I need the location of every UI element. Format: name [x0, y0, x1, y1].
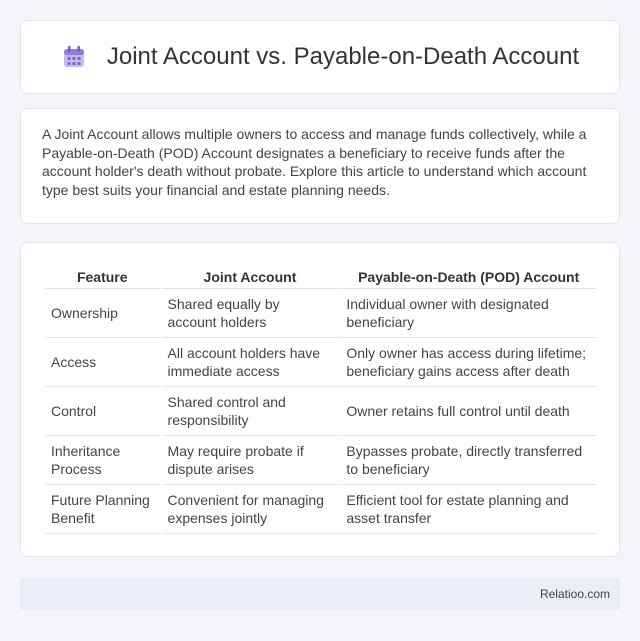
intro-text: A Joint Account allows multiple owners to access and manage funds collectively, while a Payable-on-Death (POD) Account designates a beneficiary to receive funds after the account holder's death without probate. Explore this article to understand which account type best suits your financial and estate planning needs. [42, 126, 587, 198]
table-row [45, 387, 597, 436]
table-cell: Shared control and responsibility [162, 387, 339, 436]
footer [20, 578, 620, 610]
intro-card [20, 108, 620, 224]
footer-brand-link[interactable]: Relatioo.com [539, 587, 610, 601]
column-header-pod: Payable-on-Death (POD) Account [340, 263, 597, 289]
table-cell: Inheritance Process [45, 436, 160, 485]
table-cell: Only owner has access during lifetime; beneficiary gains access after death [340, 338, 597, 387]
column-header-joint: Joint Account [162, 263, 339, 289]
table-cell: Convenient for managing expenses jointly [162, 485, 339, 534]
table-header-row [45, 263, 597, 289]
comparison-card [20, 242, 620, 557]
table-cell: Access [45, 338, 160, 387]
table-row [45, 485, 597, 534]
column-header-feature: Feature [45, 263, 160, 289]
table-row [45, 436, 597, 485]
page-title: Joint Account vs. Payable-on-Death Account [106, 43, 580, 70]
table-row [45, 289, 597, 338]
table-cell: Efficient tool for estate planning and asset transfer [340, 485, 597, 534]
table-cell: Individual owner with designated beneficiary [340, 289, 597, 338]
title-card [20, 20, 620, 94]
table-cell: Control [45, 387, 160, 436]
table-cell: All account holders have immediate access [162, 338, 339, 387]
calendar-icon [61, 44, 87, 70]
table-cell: Future Planning Benefit [45, 485, 160, 534]
table-cell: May require probate if dispute arises [162, 436, 339, 485]
comparison-table [43, 263, 599, 534]
table-row [45, 338, 597, 387]
table-cell: Bypasses probate, directly transferred to beneficiary [340, 436, 597, 485]
table-cell: Owner retains full control until death [340, 387, 597, 436]
table-cell: Ownership [45, 289, 160, 338]
table-cell: Shared equally by account holders [162, 289, 339, 338]
